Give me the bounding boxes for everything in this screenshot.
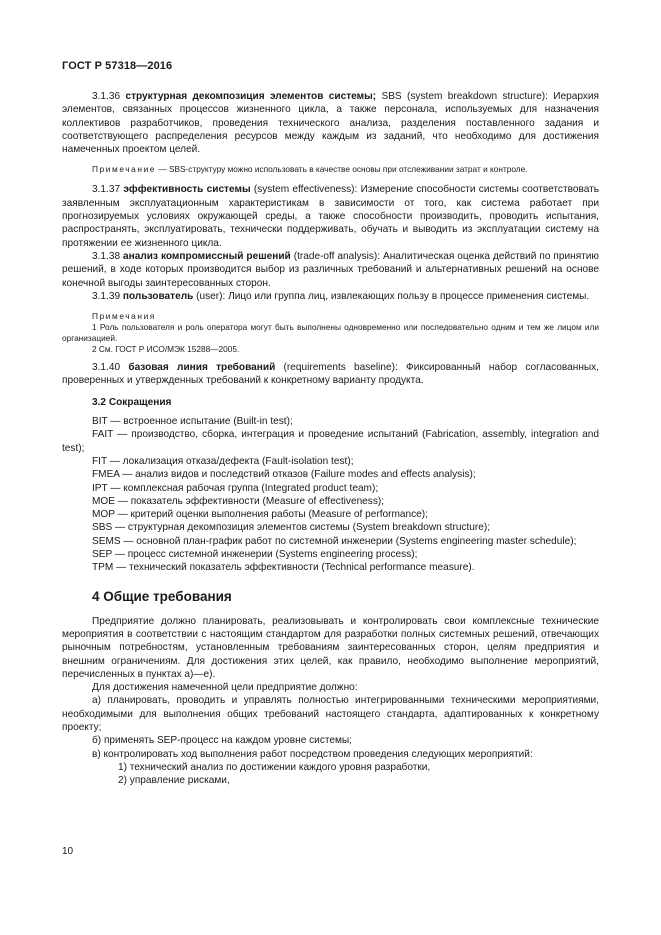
abbreviation-item: FMEA — анализ видов и последствий отказов (Failure modes and effects analysis); [92, 469, 476, 481]
list-item-b: б) применять SEP-процесс на каждом уровне системы; [92, 735, 352, 747]
definition-3-1-40: 3.1.40 базовая линия требований (requirements baseline): Фиксированный набор согласованных, проверенных и утвержденных требований к конкретному варианту продукта. [62, 362, 599, 387]
sublist-item-2: 2) управление рисками, [118, 775, 230, 787]
document-body [62, 90, 599, 787]
abbreviation-item: BIT — встроенное испытание (Built-in test); [92, 416, 293, 428]
abbreviation-item: SBS — структурная декомпозиция элементов системы (System breakdown structure); [92, 522, 491, 534]
note-item-1: 1 Роль пользователя и роль оператора могут быть выполнены одновременно или последовательно одним и тем же лицом или организацией. [62, 322, 599, 344]
abbreviation-item: FAIT — производство, сборка, интеграция и проведение испытаний (Fabrication, assembly, integration and test); [62, 429, 599, 454]
abbreviation-item: TPM — технический показатель эффективности (Technical performance measure). [92, 562, 475, 574]
list-item-v: в) контролировать ход выполнения работ посредством проведения следующих мероприятий: [92, 748, 533, 760]
abbreviation-item: MOE — показатель эффективности (Measure of effectiveness); [92, 495, 385, 507]
definition-3-1-38: 3.1.38 анализ компромиссный решений (trade-off analysis): Аналитическая оценка действий по принятию решений, в ходе которых производится выбор из различных требований и альтернативных решений на основе конечной выгоды заинтересованных сторон. [62, 250, 599, 289]
section-heading: 4 Общие требования [92, 588, 232, 604]
abbreviation-item: FIT — локализация отказа/дефекта (Fault-isolation test); [92, 455, 354, 467]
document-header: ГОСТ Р 57318—2016 [62, 60, 173, 72]
page-number: 10 [62, 846, 74, 857]
note-sbs: Примечание — SBS-структуру можно использовать в качестве основы при отслеживании затрат и контроле. [92, 164, 528, 175]
notes-label: Примечания [92, 311, 156, 322]
abbreviation-item: SEP — процесс системной инженерии (Systems engineering process); [92, 549, 418, 561]
definition-3-1-37: 3.1.37 эффективность системы (system effectiveness): Измерение способности системы соответствовать заявленным эксплуатационным характеристикам в зависимости от того, как система работает при прогнозируемых условиях окружающей среды, а также способности производить, проводить испытания, распространять, эксплуатировать, технически поддерживать, обучать и выводить из эксплуатации систему на протяжении ее жизненного цикла. [62, 184, 599, 249]
definition-3-1-39: 3.1.39 пользователь (user): Лицо или группа лиц, извлекающих пользу в процессе применения системы. [92, 290, 590, 302]
abbreviation-item: IPT — комплексная рабочая группа (Integrated product team); [92, 482, 379, 494]
section-paragraph-2: Для достижения намеченной цели предприятие должно: [92, 682, 358, 694]
note-item-2: 2 См. ГОСТ Р ИСО/МЭК 15288—2005. [92, 344, 240, 355]
abbreviation-item: MOP — критерий оценки выполнения работы (Measure of performance); [92, 509, 428, 521]
definition-3-1-36: 3.1.36 структурная декомпозиция элементов системы; SBS (system breakdown structure): Иерархия элементов, связанных процессов жизненного цикла, а также персонала, используемых для назначения коллективов разработчиков, проведения технического анализа, разделения поставленного задания и соответствующего распределения ресурсов между каждым из заданий, что необходимо для достижения намеченных проектом целей. [62, 91, 600, 156]
abbreviations-heading: 3.2 Сокращения [92, 396, 172, 408]
abbreviations-list [62, 415, 599, 575]
abbreviation-item: SEMS — основной план-график работ по системной инженерии (Systems engineering master schedule); [92, 535, 577, 547]
section-paragraph-1: Предприятие должно планировать, реализовывать и контролировать свои комплексные технические мероприятия в соответствии с настоящим стандартом для разработки полных системных решений, отвечающих рыночным потребностям, установленным требованиям заинтересованных сторон, целям предприятия и внешним ограничениям. Для достижения этих целей, как правило, необходимо выполнение мероприятий, перечисленных в пунктах а)—е). [62, 615, 599, 680]
list-item-a: а) планировать, проводить и управлять полностью интегрированными техническими мероприятиями, необходимыми для выполнения общих требований настоящего стандарта, адаптированных к конкретному проекту; [62, 695, 599, 733]
sublist-item-1: 1) технический анализ по достижении каждого уровня разработки, [118, 761, 431, 773]
